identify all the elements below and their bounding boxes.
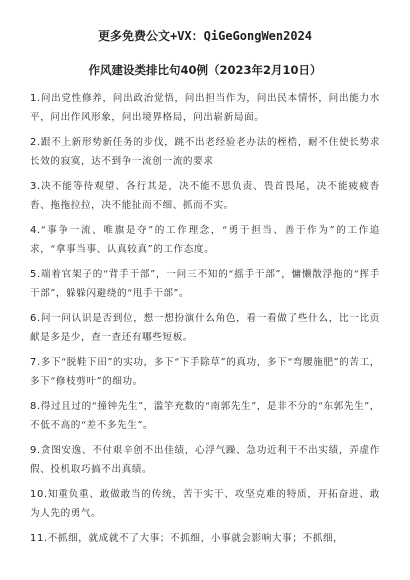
item-number: 10. (30, 489, 48, 500)
item-text: 得过且过的“撞钟先生”，滥竽充数的“南郭先生”，是非不分的“东郭先生”，不低不高的“差不多先生”。 (30, 401, 380, 431)
list-item (30, 530, 380, 549)
item-text: 知重负重、敢做敢当的传统，苦干实干、攻坚克难的特质，开拓奋进、敢为人先的勇气。 (30, 489, 380, 519)
item-number: 8. (30, 401, 41, 412)
list-item (30, 398, 380, 435)
item-number: 3. (30, 181, 41, 192)
list-item (30, 442, 380, 479)
item-text: 端着官架子的“背手干部”，一问三不知的“摇手干部”，慵懒散浮拖的“挥手干部”，躲躲闪避绕的“甩手干部”。 (30, 269, 380, 299)
item-text: 不抓细，就成就不了大事；不抓细，小事就会影响大事；不抓细， (47, 533, 344, 544)
document-title: 作风建设类排比句40例（2023年2月10日） (88, 63, 322, 77)
list-item (30, 354, 380, 391)
item-text: 问一问认识是否到位，想一想扮演什么角色，看一看做了些什么，比一比贡献是多是少，查一查还有哪些短板。 (30, 313, 380, 343)
item-number: 5. (30, 269, 41, 280)
item-text: 决不能等待观望、各行其是，决不能不思负责、畏首畏尾，决不能疲疲沓沓、拖拖拉拉，决不能扯而不细、抓而不实。 (30, 181, 380, 211)
item-number: 2. (30, 137, 41, 148)
item-text: 问出党性修养，问出政治觉悟，问出担当作为，问出民本情怀，问出能力水平，问出作风形象，问出境界格局，问出崭新局面。 (30, 93, 380, 123)
item-text: 多下“脱鞋下田”的实功，多下“下手除草”的真功，多下“弯腰施肥”的苦工，多下“修枝剪叶”的细功。 (30, 357, 380, 387)
item-number: 4. (30, 225, 41, 236)
item-number: 1. (30, 93, 41, 104)
item-text: 跟不上新形势新任务的步伐，跳不出老经验老办法的桎梏，耐不住使长势求长效的寂寞，达不到争一流创一流的要求 (30, 137, 380, 167)
item-number: 11. (30, 533, 48, 544)
item-number: 9. (30, 445, 41, 456)
list-item (30, 222, 380, 259)
list-item (30, 486, 380, 523)
item-text: 贪图安逸、不付艰辛创不出佳绩，心浮气躁、急功近利干不出实绩，弄虚作假、投机取巧搞不出真绩。 (30, 445, 380, 475)
item-number: 7. (30, 357, 41, 368)
list-item (30, 134, 380, 171)
list-item (30, 90, 380, 127)
item-text: “事争一流、唯旗是夺”的工作理念，“勇于担当、善于作为”的工作追求，“拿事当事、认真较真”的工作态度。 (30, 225, 380, 255)
list-item (30, 266, 380, 303)
list-item (30, 310, 380, 347)
list-item (30, 178, 380, 215)
promo-banner: 更多免费公文+VX：QiGeGongWen2024 (97, 29, 313, 43)
item-number: 6. (30, 313, 41, 324)
